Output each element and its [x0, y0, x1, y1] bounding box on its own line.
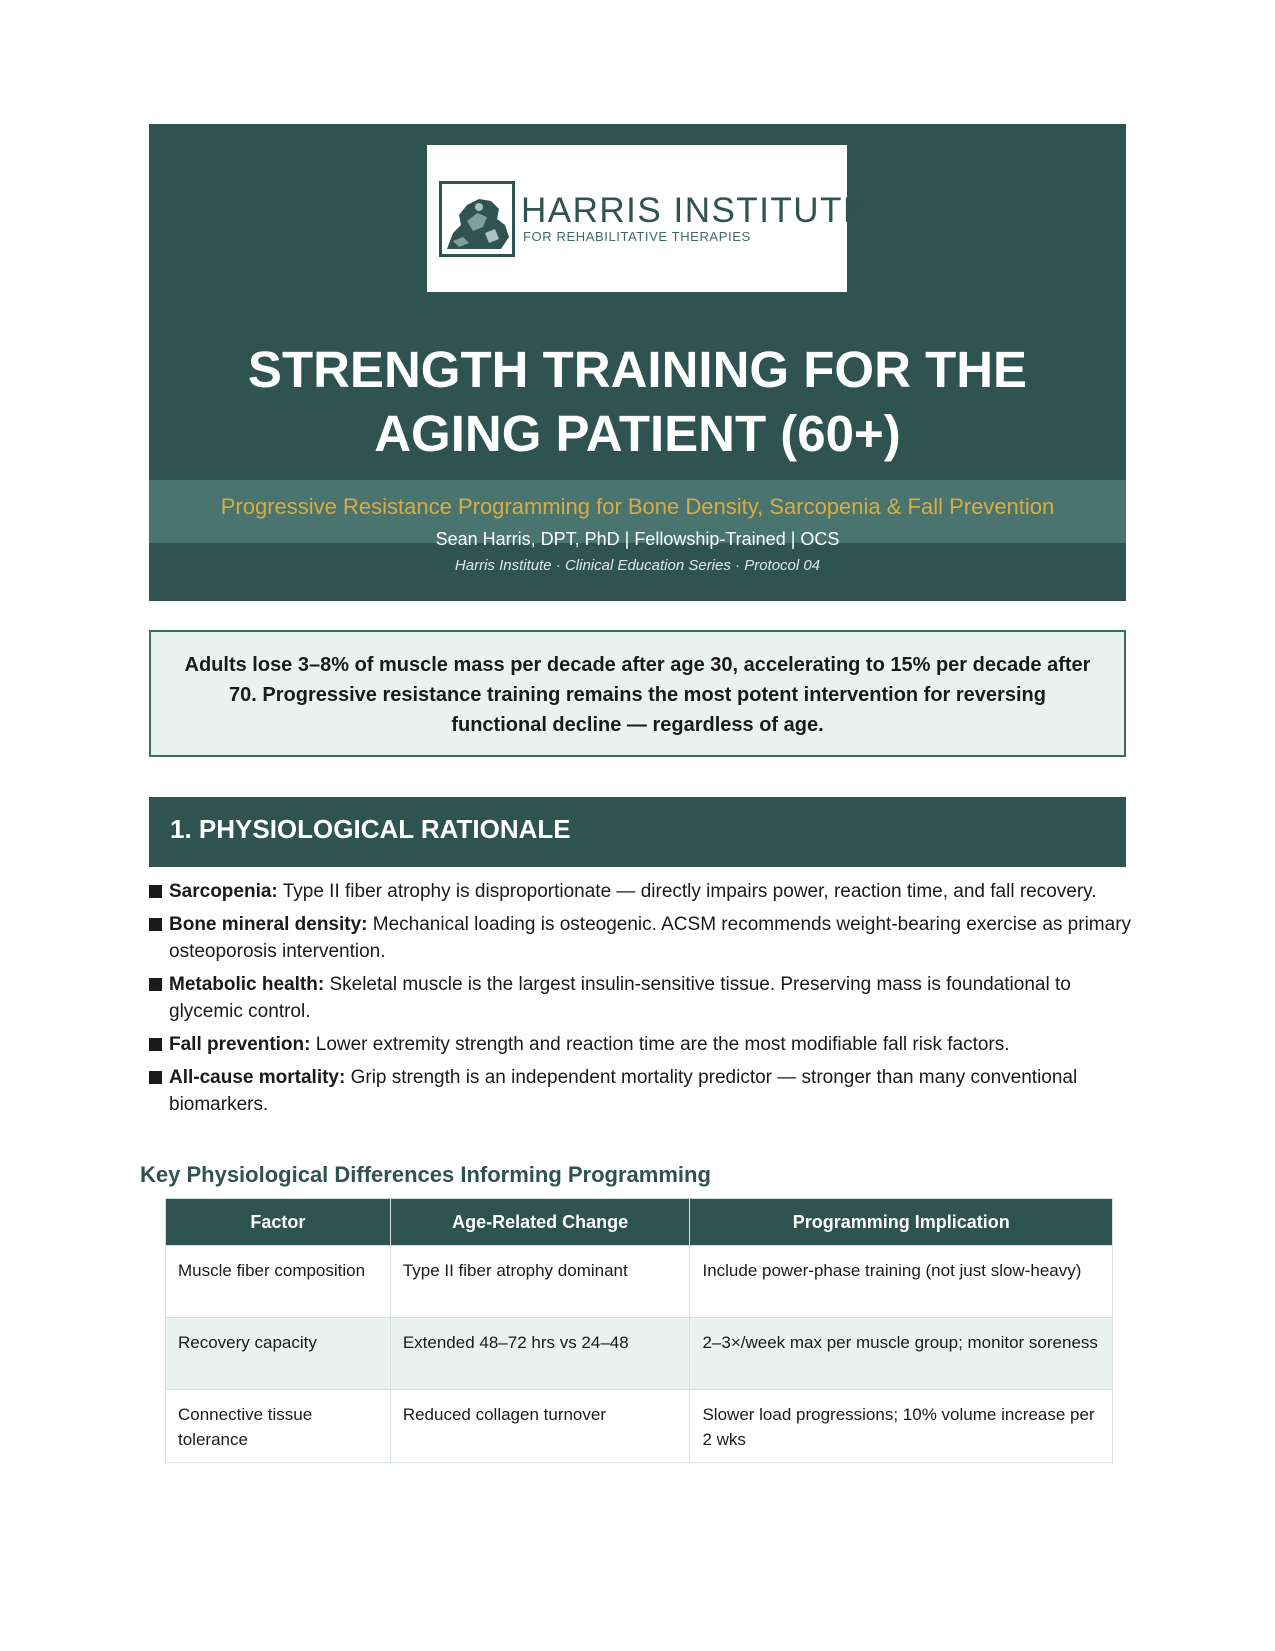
list-item: [149, 971, 1139, 1025]
bullet-text: Type II fiber atrophy is disproportionate — directly impairs power, reaction time, and fall recovery.: [277, 881, 1097, 902]
bullet-term: All-cause mortality:: [169, 1067, 346, 1088]
title-banner: [149, 124, 1126, 601]
table-row: [166, 1318, 1113, 1390]
title-line-2: AGING PATIENT (60+): [374, 405, 901, 462]
section-title: 1. PHYSIOLOGICAL RATIONALE: [170, 814, 571, 844]
bullet-term: Bone mineral density:: [169, 914, 368, 935]
table-row: [166, 1390, 1113, 1463]
author-line: Sean Harris, DPT, PhD | Fellowship-Trained | OCS: [435, 529, 840, 549]
bullet-term: Fall prevention:: [169, 1034, 311, 1055]
physiology-table: [165, 1198, 1113, 1463]
table-row: [166, 1246, 1113, 1318]
list-item: [149, 878, 1139, 905]
logo-emblem-icon: [439, 181, 515, 257]
bullet-square-icon: [149, 978, 162, 991]
table-cell: Slower load progressions; 10% volume increase per 2 wks: [690, 1390, 1113, 1463]
page-title: [149, 338, 1126, 466]
section-header: [149, 797, 1126, 867]
key-stat-callout: [149, 630, 1126, 757]
table-cell: Recovery capacity: [166, 1318, 391, 1390]
bullet-square-icon: [149, 1038, 162, 1051]
bullet-term: Metabolic health:: [169, 974, 325, 995]
title-line-1: STRENGTH TRAINING FOR THE: [247, 341, 1028, 398]
logo-name: HARRIS INSTITUTE: [521, 191, 868, 230]
table-heading: Key Physiological Differences Informing Programming: [140, 1162, 711, 1187]
bullet-text: Grip strength is an independent mortality predictor — stronger than many conventional biomarkers.: [169, 1067, 1078, 1115]
bullet-text: Lower extremity strength and reaction time are the most modifiable fall risk factors.: [310, 1034, 1010, 1055]
table-cell: Extended 48–72 hrs vs 24–48: [390, 1318, 690, 1390]
bullet-square-icon: [149, 918, 162, 931]
table-cell: Connective tissue tolerance: [166, 1390, 391, 1463]
series-line: Harris Institute · Clinical Education Series · Protocol 04: [454, 557, 821, 574]
bullet-square-icon: [149, 1071, 162, 1084]
logo-subtitle: FOR REHABILITATIVE THERAPIES: [523, 229, 751, 244]
callout-text: Adults lose 3–8% of muscle mass per decade after age 30, accelerating to 15% per decade after 70. Progressive resistance training remains the most potent intervention for reversing functional decline — regardless of age.: [184, 654, 1091, 736]
bullet-square-icon: [149, 885, 162, 898]
bullet-text: Mechanical loading is osteogenic. ACSM recommends weight-bearing exercise as primary osteoporosis intervention.: [169, 914, 1132, 962]
table-cell: Muscle fiber composition: [166, 1246, 391, 1318]
list-item: [149, 1064, 1139, 1118]
list-item: [149, 1031, 1139, 1058]
rationale-list: [149, 878, 1139, 1124]
table-cell: Type II fiber atrophy dominant: [390, 1246, 690, 1318]
column-header: Factor: [166, 1199, 391, 1246]
bullet-text: Skeletal muscle is the largest insulin-sensitive tissue. Preserving mass is foundational to glycemic control.: [169, 974, 1071, 1022]
logo: [427, 145, 868, 292]
column-header: Programming Implication: [690, 1199, 1113, 1246]
subtitle: Progressive Resistance Programming for Bone Density, Sarcopenia & Fall Prevention: [220, 494, 1055, 519]
column-header: Age-Related Change: [390, 1199, 690, 1246]
table-cell: Include power-phase training (not just slow-heavy): [690, 1246, 1113, 1318]
bullet-term: Sarcopenia:: [169, 881, 278, 902]
table-cell: Reduced collagen turnover: [390, 1390, 690, 1463]
table-header-row: [166, 1199, 1113, 1246]
table-cell: 2–3×/week max per muscle group; monitor soreness: [690, 1318, 1113, 1390]
list-item: [149, 911, 1139, 965]
